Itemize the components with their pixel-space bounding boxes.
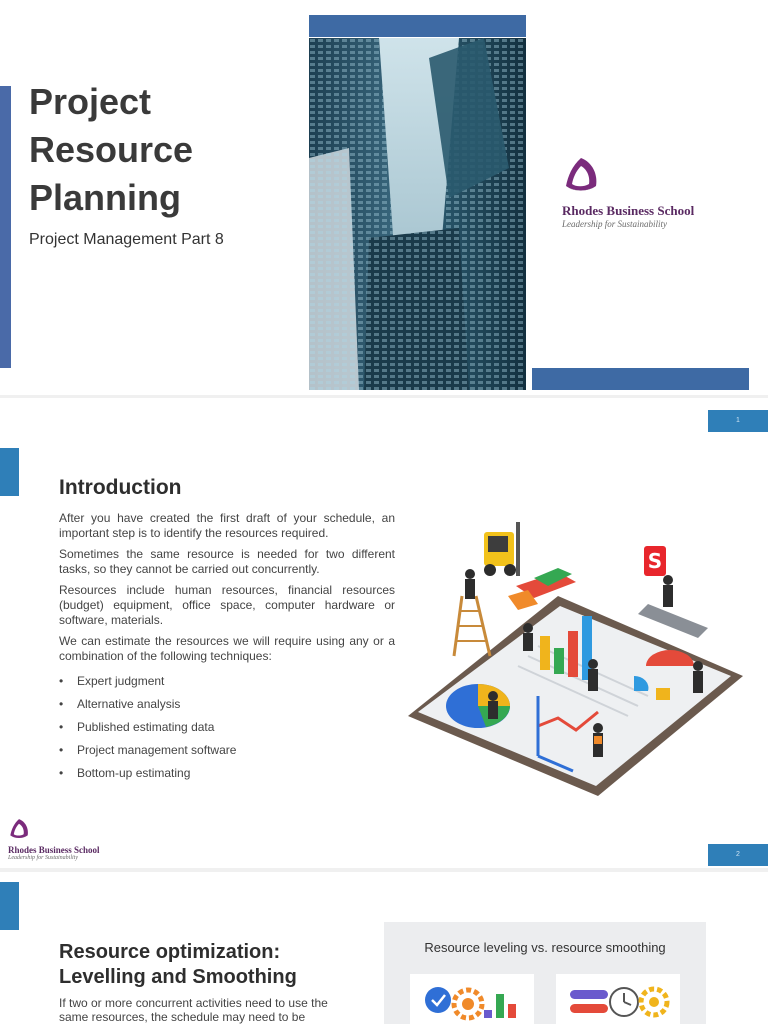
- paragraph: Resources include human resources, financial resources (budget) equipment, office space, computer hardware or software, materials.: [59, 583, 395, 627]
- skyscraper-photo: [309, 38, 526, 390]
- logo-name: Rhodes Business School: [562, 203, 695, 218]
- list-item: • Project management software: [59, 743, 395, 758]
- side-tab: [0, 882, 19, 930]
- list-item: • Alternative analysis: [59, 697, 395, 712]
- paragraph: Sometimes the same resource is needed for two different tasks, so they cannot be carried out concurrently.: [59, 547, 395, 576]
- leveling-vs-smoothing-panel: [384, 922, 706, 1024]
- paragraph: After you have created the first draft of your schedule, an important step is to identify the resources required.: [59, 511, 395, 540]
- page-number-2: 2: [708, 844, 768, 866]
- slide-2: [0, 398, 768, 868]
- side-tab: [0, 448, 19, 496]
- slide-title: Project Resource Planning: [29, 81, 194, 218]
- list-item: • Expert judgment: [59, 674, 395, 689]
- list-item: • Bottom-up estimating: [59, 766, 395, 781]
- rhodes-logo-small: [8, 818, 100, 861]
- logo-name: Rhodes Business School: [8, 845, 100, 855]
- smoothing-card: [556, 974, 680, 1024]
- list-item: • Published estimating data: [59, 720, 395, 735]
- panel-title: Resource leveling vs. resource smoothing: [424, 940, 666, 955]
- intro-body: [59, 511, 395, 789]
- leveling-card: [410, 974, 534, 1024]
- page-number-1: 1: [708, 410, 768, 432]
- slide-subtitle: Project Management Part 8: [29, 231, 224, 248]
- technique-list: [59, 674, 395, 781]
- logo-tagline: Leadership for Sustainability: [562, 219, 668, 229]
- paragraph: We can estimate the resources we will require using any or a combination of the following techniques:: [59, 634, 395, 663]
- section-heading: Resource optimization: Levelling and Smoothing: [59, 941, 297, 988]
- svg-text:S: S: [647, 549, 663, 573]
- accent-bar-bottom: [532, 368, 749, 390]
- slide-3: [0, 872, 768, 1024]
- optimization-body: If two or more concurrent activities need to use the same resources, the schedule may need to be: [59, 996, 328, 1024]
- rhodes-logo-icon: [562, 156, 600, 194]
- section-heading: Introduction: [59, 476, 182, 499]
- logo-tagline: Leadership for Sustainability: [8, 855, 79, 861]
- rhodes-logo: [562, 156, 694, 229]
- photo-top-bar: [309, 15, 526, 37]
- accent-bar-left: [0, 86, 11, 368]
- resource-illustration: [398, 516, 748, 806]
- rhodes-logo-icon: [8, 818, 30, 840]
- slide-1: [0, 0, 768, 395]
